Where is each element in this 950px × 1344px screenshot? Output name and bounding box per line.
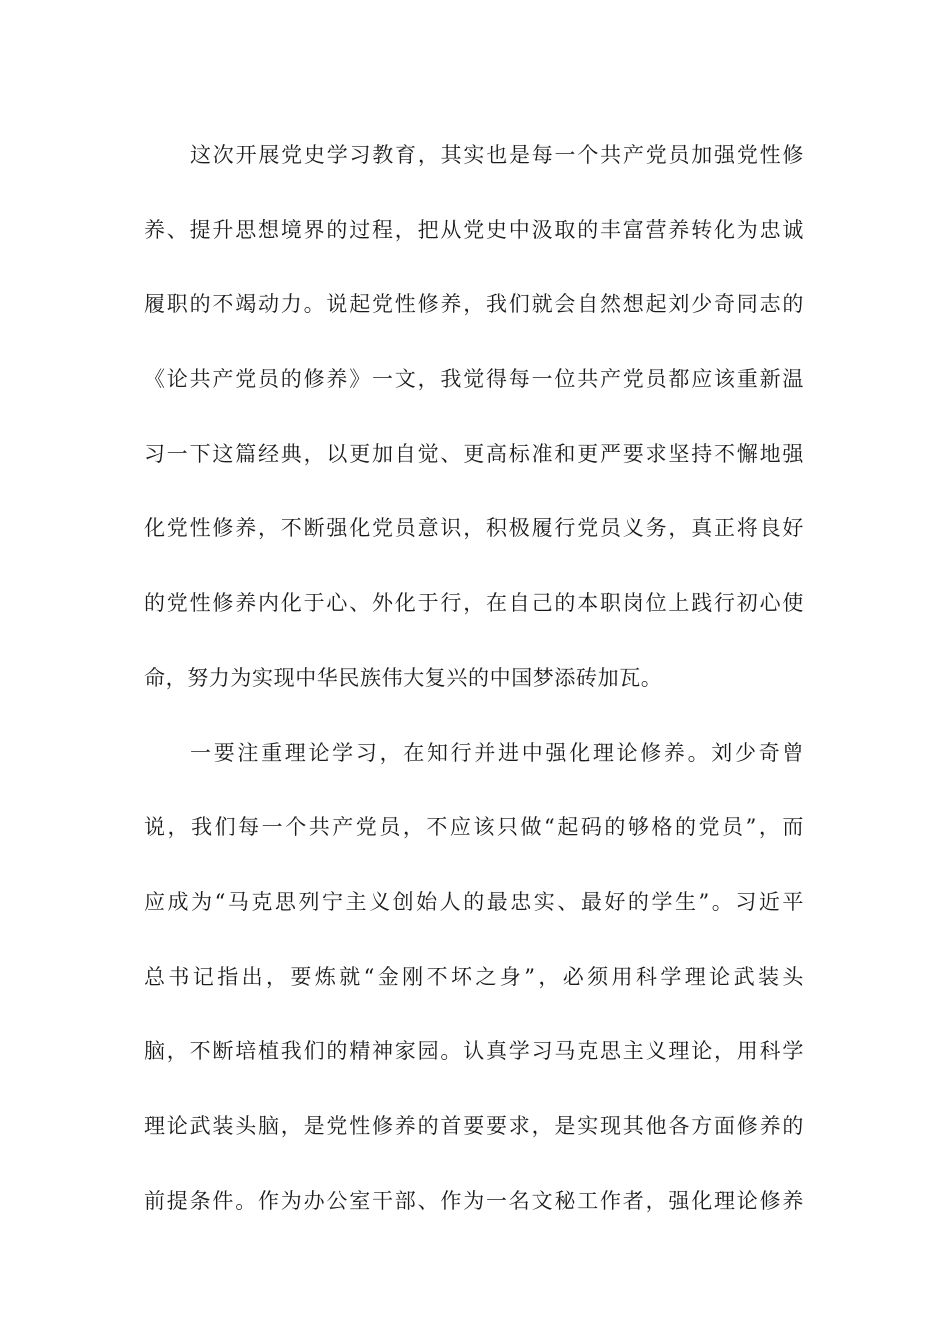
paragraph-2	[144, 716, 804, 1239]
paragraph-line: 一要注重理论学习，在知行并进中强化理论修养。刘少奇曾	[190, 740, 804, 765]
paragraph-line: 应成为“马克思列宁主义创始人的最忠实、最好的学生”。习近平	[144, 889, 804, 914]
paragraph-line: 化党性修养，不断强化党员意识，积极履行党员义务，真正将良好	[144, 516, 804, 541]
paragraph-line: 养、提升思想境界的过程，把从党史中汲取的丰富营养转化为忠诚	[144, 217, 804, 242]
paragraph-line: 说，我们每一个共产党员，不应该只做“起码的够格的党员”，而	[144, 815, 804, 840]
paragraph-line: 的党性修养内化于心、外化于行，在自己的本职岗位上践行初心使	[144, 591, 804, 616]
paragraph-line: 总书记指出，要炼就“金刚不坏之身”，必须用科学理论武装头	[144, 964, 804, 989]
paragraph-line: 习一下这篇经典，以更加自觉、更高标准和更严要求坚持不懈地强	[144, 441, 804, 466]
paragraph-line: 这次开展党史学习教育，其实也是每一个共产党员加强党性修	[190, 143, 804, 167]
paragraph-line: 命，努力为实现中华民族伟大复兴的中国梦添砖加瓦。	[144, 665, 663, 690]
paragraph-line: 《论共产党员的修养》一文，我觉得每一位共产党员都应该重新温	[144, 367, 804, 392]
paragraph-line: 脑，不断培植我们的精神家园。认真学习马克思主义理论，用科学	[144, 1039, 804, 1064]
document-body	[144, 118, 804, 1238]
paragraph-line: 理论武装头脑，是党性修养的首要要求，是实现其他各方面修养的	[144, 1113, 804, 1138]
paragraph-line: 履职的不竭动力。说起党性修养，我们就会自然想起刘少奇同志的	[144, 292, 804, 317]
paragraph-line: 前提条件。作为办公室干部、作为一名文秘工作者，强化理论修养	[144, 1188, 804, 1213]
paragraph-1	[144, 118, 804, 716]
